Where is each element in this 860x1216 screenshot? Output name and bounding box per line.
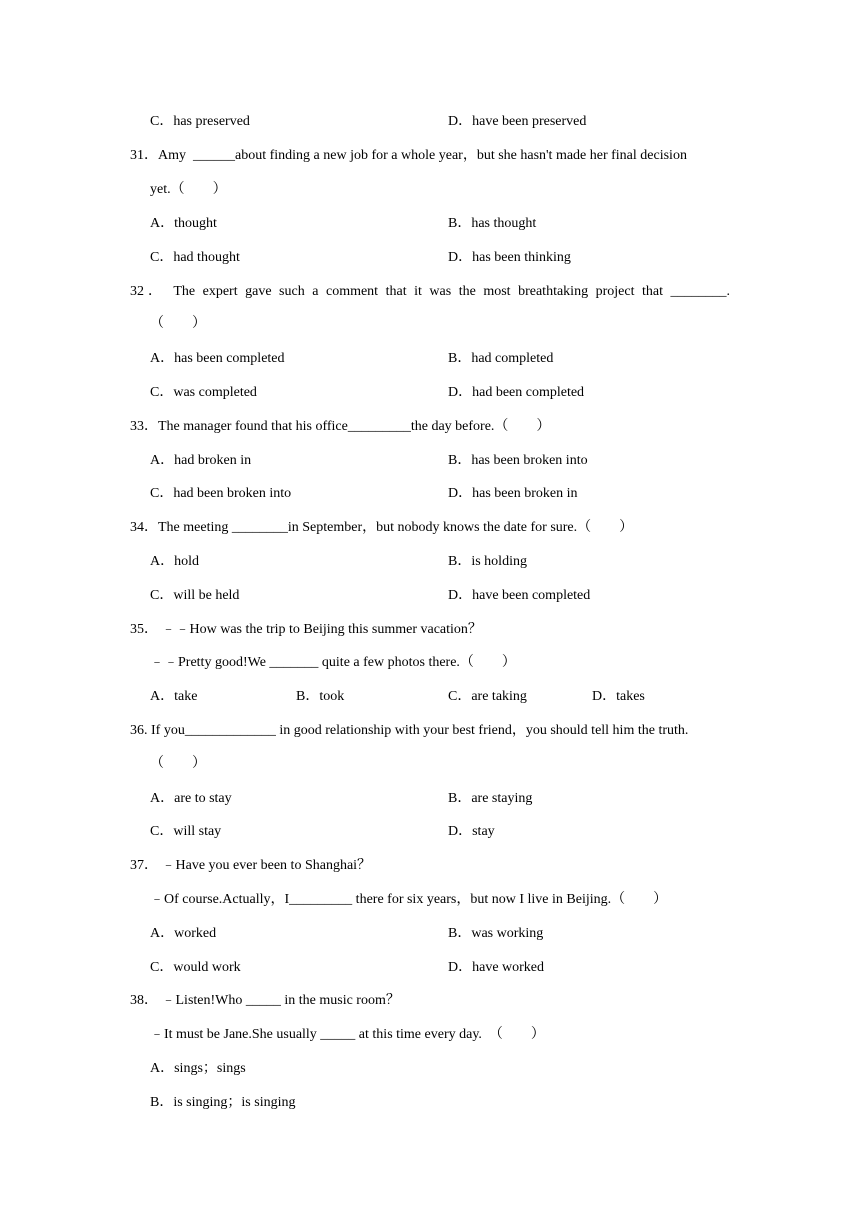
q34-option-c: C．will be held	[150, 588, 240, 603]
q30-option-d: D．have been preserved	[448, 114, 587, 129]
q37-stem: 37． ﹣Have you ever been to Shanghai？	[130, 858, 372, 873]
q33-option-a: A．had broken in	[150, 453, 252, 468]
q34-option-a: A．hold	[150, 554, 199, 569]
q38-stem-cont: ﹣It must be Jane.She usually _____ at this time every day. （ ）	[150, 1027, 545, 1042]
q37-stem-cont: ﹣Of course.Actually，I_________ there for six years，but now I live in Beijing.（ ）	[150, 892, 668, 907]
q33-stem: 33．The manager found that his office_________the day before.（ ）	[130, 419, 551, 434]
q35-stem-cont: ﹣﹣Pretty good!We _______ quite a few photos there.（ ）	[150, 655, 516, 670]
q37-option-a: A．worked	[150, 926, 217, 941]
q38-option-a: A．sings；sings	[150, 1061, 246, 1076]
q31-stem-cont: yet.（ ）	[150, 182, 227, 197]
q33-option-d: D．has been broken in	[448, 486, 578, 501]
q35-option-d: D．takes	[592, 689, 645, 704]
q31-option-a: A．thought	[150, 216, 217, 231]
q36-option-d: D．stay	[448, 824, 495, 839]
q36-stem-cont: （ ）	[150, 756, 206, 771]
q31-stem: 31．Amy ______about finding a new job for a whole year，but she hasn't made her final decision	[130, 148, 687, 163]
q38-option-b: B．is singing；is singing	[150, 1095, 296, 1110]
q34-stem: 34．The meeting ________in September，but nobody knows the date for sure.（ ）	[130, 520, 634, 535]
q32-option-c: C．was completed	[150, 385, 257, 400]
q35-option-b: B．took	[296, 689, 345, 704]
q32-option-d: D．had been completed	[448, 385, 585, 400]
q31-option-b: B．has thought	[448, 216, 537, 231]
q37-option-c: C．would work	[150, 960, 241, 975]
q31-option-c: C．had thought	[150, 250, 240, 265]
q30-option-c: C．has preserved	[150, 114, 250, 129]
q35-option-a: A．take	[150, 689, 198, 704]
q37-option-d: D．have worked	[448, 960, 545, 975]
q36-option-a: A．are to stay	[150, 791, 232, 806]
q34-option-b: B．is holding	[448, 554, 527, 569]
q33-option-b: B．has been broken into	[448, 453, 588, 468]
q32-stem-cont: （ ）	[150, 316, 206, 331]
q35-stem: 35． ﹣﹣How was the trip to Beijing this summer vacation？	[130, 622, 482, 637]
q32-option-b: B．had completed	[448, 351, 554, 366]
q32-option-a: A．has been completed	[150, 351, 285, 366]
q35-option-c: C．are taking	[448, 689, 527, 704]
q37-option-b: B．was working	[448, 926, 544, 941]
q33-option-c: C．had been broken into	[150, 486, 292, 501]
q34-option-d: D．have been completed	[448, 588, 591, 603]
q36-option-c: C．will stay	[150, 824, 222, 839]
q36-stem: 36. If you_____________ in good relationship with your best friend，you should tell him the truth.	[130, 723, 689, 738]
q36-option-b: B．are staying	[448, 791, 533, 806]
q38-stem: 38． ﹣Listen!Who _____ in the music room？	[130, 993, 400, 1008]
q32-stem: 32． The expert gave such a comment that it was the most breathtaking project that ________.	[130, 284, 730, 299]
q31-option-d: D．has been thinking	[448, 250, 571, 265]
